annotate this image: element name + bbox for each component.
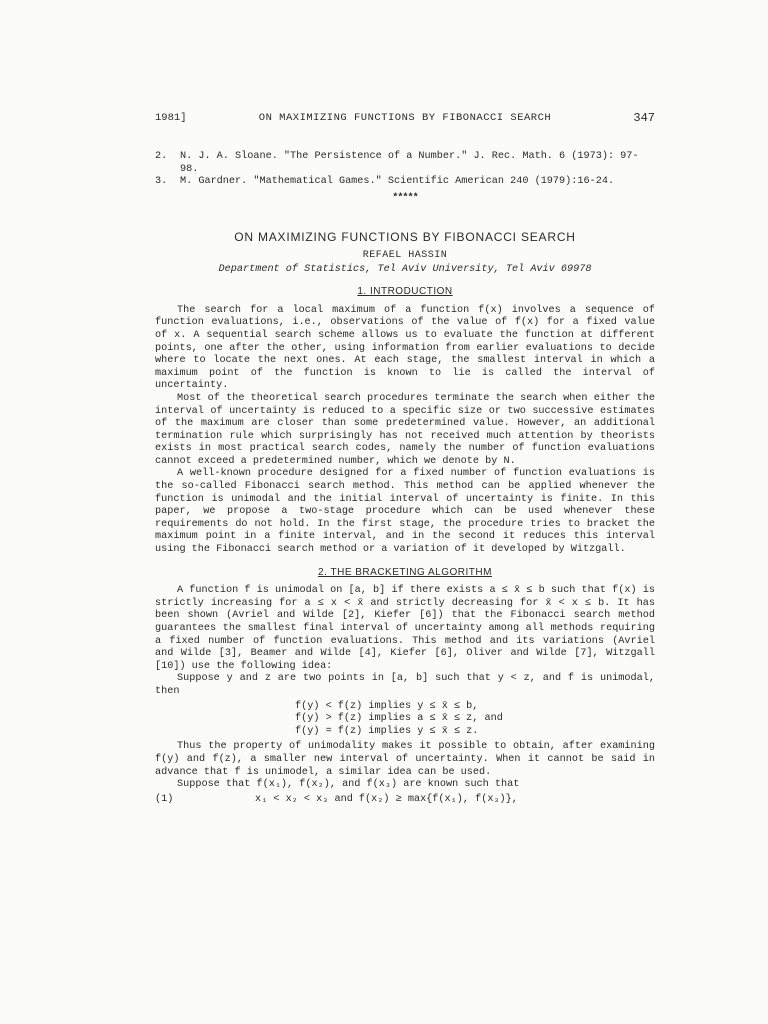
section-heading bbox=[155, 286, 655, 299]
reference-number: 3. bbox=[155, 176, 168, 188]
author-affiliation: Department of Statistics, Tel Aviv University, Tel Aviv 69978 bbox=[218, 263, 592, 275]
reference-text: N. J. A. Sloane. "The Persistence of a Number." J. Rec. Math. 6 (1973): 97-98. bbox=[180, 151, 639, 175]
implication-block bbox=[295, 701, 655, 739]
equation-text: x₁ < x₂ < x₃ and f(x₂) ≥ max{f(x₁), f(x₃)}, bbox=[255, 793, 518, 805]
reference-number: 2. bbox=[155, 151, 168, 162]
section-heading-text: 1. INTRODUCTION bbox=[357, 286, 453, 298]
numbered-equation bbox=[155, 794, 655, 807]
paragraph: Suppose y and z are two points in [a, b] such that y < z, and f is unimodal, then bbox=[155, 673, 655, 697]
paragraph: A function f is unimodal on [a, b] if there exists a ≤ x̄ ≤ b such that f(x) is strictly increasing for a ≤ x < x̄ and strictly decreasing for x̄ < x ≤ b. It has been shown (Avriel and Wilde [2], Kiefer [6]) that the Fibonacci search method guarantees the smallest final interval of uncertainty among all methods requiring a fixed number of function evaluations. This method and its variations (Avriel and Wilde [3], Beamer and Wilde [4], Kiefer [6], Oliver and Wilde [7], Witzgall [10]) use the following idea: bbox=[155, 585, 655, 672]
reference-item bbox=[155, 151, 655, 176]
implication-line: f(y) = f(z) implies y ≤ x̄ ≤ z. bbox=[295, 725, 479, 737]
section-heading bbox=[155, 567, 655, 580]
paragraph: Most of the theoretical search procedures terminate the search when either the interval of uncertainty is reduced to a specific size or two successive estimates of the maximum are closer than some predetermined value. However, an additional termination rule which surprisingly has not received much attention by theorists exists in most practical search codes, namely the number of function evaluations cannot exceed a predetermined number, which we denote by N. bbox=[155, 392, 655, 467]
implication-line: f(y) < f(z) implies y ≤ x̄ ≤ b, bbox=[295, 700, 479, 712]
running-head-title: ON MAXIMIZING FUNCTIONS BY FIBONACCI SEARCH bbox=[258, 112, 552, 124]
reference-text: M. Gardner. "Mathematical Games." Scientific American 240 (1979):16-24. bbox=[180, 176, 615, 188]
equation-label: (1) bbox=[155, 793, 174, 805]
article-title: ON MAXIMIZING FUNCTIONS BY FIBONACCI SEARCH bbox=[234, 230, 576, 245]
running-head-year: 1981] bbox=[155, 112, 187, 124]
running-head bbox=[155, 112, 655, 128]
page-body bbox=[155, 151, 655, 806]
paragraph: Suppose that f(x₁), f(x₂), and f(x₃) are known such that bbox=[177, 779, 520, 791]
paragraph: The search for a local maximum of a function f(x) involves a sequence of function evaluations, i.e., observations of the value of f(x) for a fixed value of x. A sequential search scheme allows us to evaluate the function at different points, one after the other, using information from earlier evaluations to decide where to locate the next ones. At each stage, the smallest interval in which a maximum point of the function is known to lie is called the interval of uncertainty. bbox=[155, 304, 655, 392]
article-author: REFAEL HASSIN bbox=[362, 249, 448, 261]
article-separator: ***** bbox=[392, 192, 418, 204]
page-number: 347 bbox=[633, 111, 655, 125]
section-heading-text: 2. THE BRACKETING ALGORITHM bbox=[318, 566, 492, 578]
reference-item bbox=[155, 176, 655, 189]
paragraph: Thus the property of unimodality makes it possible to obtain, after examining f(y) and f(z), a smaller new interval of uncertainty. When it cannot be said in advance that f is unimodel, a similar idea can be used. bbox=[155, 741, 655, 778]
paragraph: A well-known procedure designed for a fixed number of function evaluations is the so-called Fibonacci search method. This method can be applied whenever the function is unimodal and the initial interval of uncertainty is finite. In this paper, we propose a two-stage procedure which can be used whenever these requirements do not hold. In the first stage, the procedure tries to bracket the maximum point in a finite interval, and in the second it reduces this interval using the Fibonacci search method or a variation of it developed by Witzgall. bbox=[155, 468, 655, 556]
implication-line: f(y) > f(z) implies a ≤ x̄ ≤ z, and bbox=[295, 713, 503, 725]
